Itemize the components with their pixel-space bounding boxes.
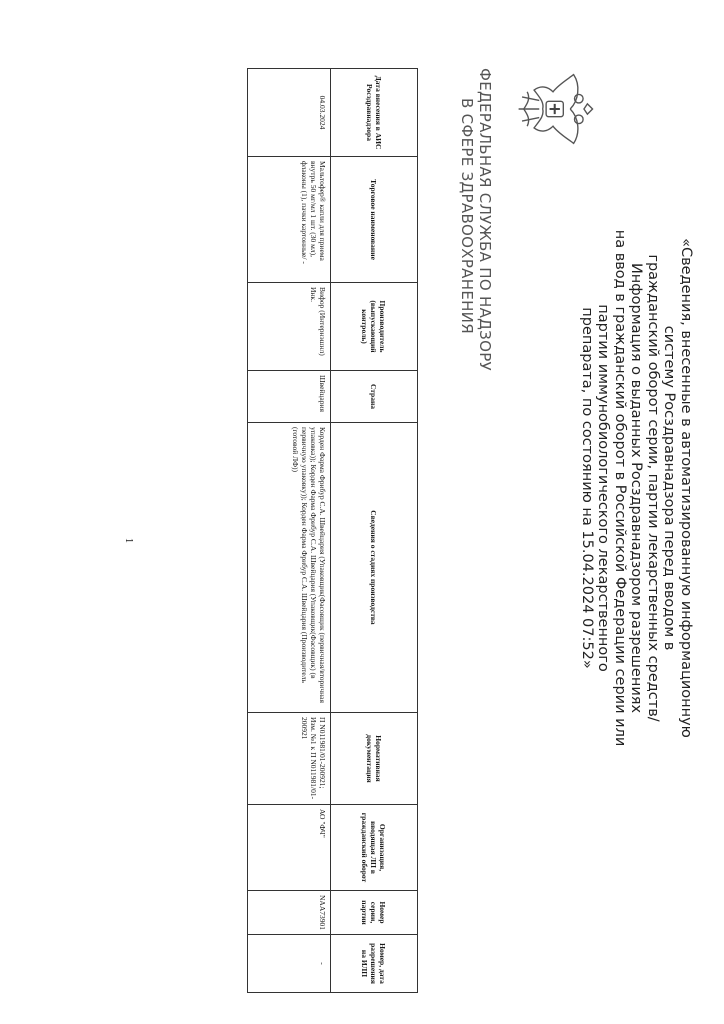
heading-line: «Сведения, внесенные в автоматизированную информационную систему Росздравнадзора перед вводом в [661,238,694,738]
cell-organization: АО "ФЧ" [248,805,331,891]
double-headed-eagle-emblem-icon [510,66,596,152]
page-number: 1 [123,538,134,543]
column-header: Организация, вводящая ЛП в гражданский оборот [331,805,418,891]
column-header: Номер, дата разрешения на ИЛП [331,935,418,993]
document-heading [579,208,695,768]
cell-country: Швейцария [248,371,331,423]
agency-line: В СФЕРЕ ЗДРАВООХРАНЕНИЯ [458,98,476,334]
cell-regulatory-docs: П N011981/01-200921; Изм. №1 к П N011981/01-200921 [248,713,331,805]
cell-batch-number: NAA73901 [248,891,331,935]
cell-manufacturer: Вифор (Интернэшнл) Инк. [248,283,331,371]
document-page [0,18,724,984]
registration-table [247,68,418,993]
cell-entry-date: 04.03.2024 [248,69,331,157]
heading-line: гражданский оборот серии, партии лекарственных средств/ Информация о выданных Росздравнадзором разрешениях [628,254,661,722]
column-header: Торговое наименование [331,157,418,283]
agency-name [458,68,494,468]
cell-production-stages: Корден Фарма Фрибур С.А. Швейцария (Упаковщик(Фасовщик (первичная/вторичная упаковка)); Корден Фарма Фрибур С.А. Швейцария (Упаковщик(Фасовщик) (в первичную упаковку)); Корден Фарма Фрибур С.А. Швейцария (Производитель (готовой ЛФ)) [248,423,331,713]
heading-line: препарата, по состоянию на 15.04.2024 07:52» [579,307,595,669]
column-header: Страна [331,371,418,423]
column-header: Производитель (выпускающий контроль) [331,283,418,371]
cell-permit: - [248,935,331,993]
column-header: Номер серии, партии [331,891,418,935]
column-header: Нормативная документация [331,713,418,805]
table-header-row [331,69,418,993]
heading-line: на ввод в гражданский оборот в Российской Федерации серии или партии иммунобиологического лекарственного [595,229,628,747]
cell-trade-name: Мальтофер® капли для приема внутрь 50 мг/мл 1 шт. (30 мл), флаконы (1), пачки картонные/ - [248,157,331,283]
table-row [248,69,331,993]
column-header: Сведения о стадиях производства [331,423,418,713]
agency-line: ФЕДЕРАЛЬНАЯ СЛУЖБА ПО НАДЗОРУ [476,68,494,371]
column-header: Дата внесения в АИС Росздравнадзора [331,69,418,157]
